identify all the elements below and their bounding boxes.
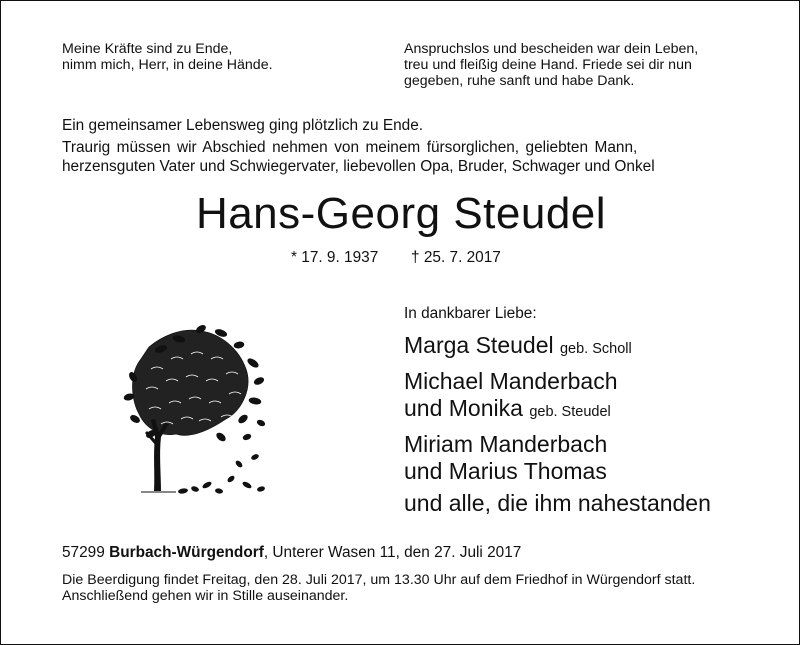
fallen-leaves bbox=[178, 453, 266, 494]
verse-right bbox=[404, 41, 698, 89]
tree-trunk bbox=[145, 419, 169, 491]
verse-left bbox=[62, 41, 273, 73]
funeral-line: Die Beerdigung findet Freitag, den 28. Juli 2017, um 13.30 Uhr auf dem Friedhof in Würgendorf statt. bbox=[62, 572, 696, 588]
announcement-line: Traurig müssen wir Abschied nehmen von meinem fürsorglichen, geliebten Mann, bbox=[62, 139, 638, 156]
tree-crown bbox=[123, 324, 265, 443]
verse-right-line: Anspruchslos und bescheiden war dein Leben, bbox=[404, 41, 699, 57]
mourner-2-line2-wrap bbox=[404, 395, 711, 426]
funeral-line: Anschließend gehen wir in Stille auseinander. bbox=[62, 588, 349, 604]
windblown-tree-icon bbox=[121, 319, 271, 504]
mourner-1 bbox=[404, 332, 711, 363]
mourner-4: und alle, die ihm nahestanden bbox=[404, 490, 711, 516]
funeral-info bbox=[62, 572, 695, 604]
mourner-1-name: Marga Steudel bbox=[404, 332, 554, 358]
announcement bbox=[62, 138, 655, 176]
verse-left-line: Meine Kräfte sind zu Ende, bbox=[62, 41, 233, 57]
mourner-2-line2: und Monika bbox=[404, 395, 523, 421]
mourner-1-note: geb. Scholl bbox=[559, 341, 632, 357]
mourners-list bbox=[404, 332, 711, 517]
verse-left-line: nimm mich, Herr, in deine Hände. bbox=[62, 57, 273, 73]
verse-right-line: treu und fleißig deine Hand. Friede sei dir nun bbox=[404, 57, 692, 73]
mourner-3 bbox=[404, 431, 711, 485]
announcement-line: herzensguten Vater und Schwiegervater, liebevollen Opa, Bruder, Schwager und Onkel bbox=[62, 158, 655, 175]
address-rest: , Unterer Wasen 11, den 27. Juli 2017 bbox=[263, 544, 522, 561]
mourner-3-line2: und Marius Thomas bbox=[404, 458, 607, 484]
place-and-date bbox=[62, 543, 521, 562]
mourner-3-line1: Miriam Manderbach bbox=[404, 431, 608, 457]
intro-line: Ein gemeinsamer Lebensweg ging plötzlich zu Ende. bbox=[62, 117, 424, 134]
death-date: † 25. 7. 2017 bbox=[411, 249, 501, 266]
deceased-name: Hans-Georg Steudel bbox=[195, 189, 607, 238]
verse-right-line: gegeben, ruhe sanft und habe Dank. bbox=[404, 73, 635, 89]
town: Burbach-Würgendorf bbox=[109, 544, 264, 561]
mourner-2 bbox=[404, 368, 711, 426]
mourner-2-note: geb. Steudel bbox=[529, 404, 611, 420]
postcode: 57299 bbox=[62, 544, 105, 561]
mourner-2-line1: Michael Manderbach bbox=[404, 368, 618, 394]
mourners-intro: In dankbarer Liebe: bbox=[404, 305, 537, 322]
birth-date: * 17. 9. 1937 bbox=[291, 249, 379, 266]
